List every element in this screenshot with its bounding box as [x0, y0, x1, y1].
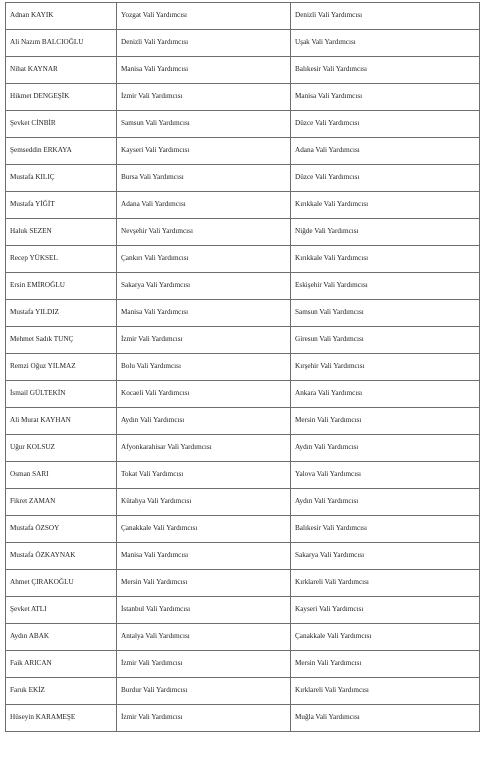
official-name-cell: Fikret ZAMAN [6, 489, 117, 516]
table-row [6, 435, 480, 462]
table-row [6, 192, 480, 219]
table-row [6, 219, 480, 246]
official-name-cell: Ahmet ÇIRAKOĞLU [6, 570, 117, 597]
new-post-cell: Mersin Vali Yardımcısı [291, 408, 480, 435]
new-post-cell: Denizli Vali Yardımcısı [291, 3, 480, 30]
official-name-cell: Ersin EMİROĞLU [6, 273, 117, 300]
table-row [6, 462, 480, 489]
new-post-cell: Kırıkkale Vali Yardımcısı [291, 192, 480, 219]
official-name-cell: Ali Nazım BALCIOĞLU [6, 30, 117, 57]
current-post-cell: Nevşehir Vali Yardımcısı [117, 219, 291, 246]
new-post-cell: Niğde Vali Yardımcısı [291, 219, 480, 246]
current-post-cell: İstanbul Vali Yardımcısı [117, 597, 291, 624]
official-name-cell: İsmail GÜLTEKİN [6, 381, 117, 408]
current-post-cell: Sakarya Vali Yardımcısı [117, 273, 291, 300]
current-post-cell: Manisa Vali Yardımcısı [117, 300, 291, 327]
table-row [6, 705, 480, 732]
official-name-cell: Recep YÜKSEL [6, 246, 117, 273]
current-post-cell: Afyonkarahisar Vali Yardımcısı [117, 435, 291, 462]
official-name-cell: Aydın ABAK [6, 624, 117, 651]
new-post-cell: Düzce Vali Yardımcısı [291, 165, 480, 192]
current-post-cell: İzmir Vali Yardımcısı [117, 705, 291, 732]
table-row [6, 489, 480, 516]
table-row [6, 597, 480, 624]
official-name-cell: Hikmet DENGEŞİK [6, 84, 117, 111]
table-row [6, 651, 480, 678]
current-post-cell: Denizli Vali Yardımcısı [117, 30, 291, 57]
table-row [6, 516, 480, 543]
official-name-cell: Mehmet Sadık TUNÇ [6, 327, 117, 354]
official-name-cell: Faik ARICAN [6, 651, 117, 678]
current-post-cell: Yozgat Vali Yardımcısı [117, 3, 291, 30]
current-post-cell: Mersin Vali Yardımcısı [117, 570, 291, 597]
table-row [6, 381, 480, 408]
new-post-cell: Çanakkale Vali Yardımcısı [291, 624, 480, 651]
official-name-cell: Mustafa KILIÇ [6, 165, 117, 192]
current-post-cell: Kayseri Vali Yardımcısı [117, 138, 291, 165]
table-row [6, 570, 480, 597]
official-name-cell: Uğur KOLSUZ [6, 435, 117, 462]
current-post-cell: Bursa Vali Yardımcısı [117, 165, 291, 192]
current-post-cell: Samsun Vali Yardımcısı [117, 111, 291, 138]
official-name-cell: Remzi Oğuz YILMAZ [6, 354, 117, 381]
table-row [6, 3, 480, 30]
new-post-cell: Kırıkkale Vali Yardımcısı [291, 246, 480, 273]
official-name-cell: Osman SARI [6, 462, 117, 489]
table-row [6, 354, 480, 381]
new-post-cell: Uşak Vali Yardımcısı [291, 30, 480, 57]
table-row [6, 624, 480, 651]
current-post-cell: Aydın Vali Yardımcısı [117, 408, 291, 435]
new-post-cell: Eskişehir Vali Yardımcısı [291, 273, 480, 300]
table-row [6, 408, 480, 435]
table-row [6, 300, 480, 327]
new-post-cell: Ankara Vali Yardımcısı [291, 381, 480, 408]
table-row [6, 678, 480, 705]
new-post-cell: Adana Vali Yardımcısı [291, 138, 480, 165]
official-name-cell: Mustafa ÖZSOY [6, 516, 117, 543]
current-post-cell: Çankırı Vali Yardımcısı [117, 246, 291, 273]
new-post-cell: Balıkesir Vali Yardımcısı [291, 516, 480, 543]
new-post-cell: Kırklareli Vali Yardımcısı [291, 570, 480, 597]
appointments-table [5, 2, 480, 732]
table-row [6, 111, 480, 138]
official-name-cell: Ali Murat KAYHAN [6, 408, 117, 435]
new-post-cell: Aydın Vali Yardımcısı [291, 489, 480, 516]
new-post-cell: Sakarya Vali Yardımcısı [291, 543, 480, 570]
official-name-cell: Haluk SEZEN [6, 219, 117, 246]
current-post-cell: Tokat Vali Yardımcısı [117, 462, 291, 489]
current-post-cell: Kocaeli Vali Yardımcısı [117, 381, 291, 408]
official-name-cell: Şevket CİNBİR [6, 111, 117, 138]
official-name-cell: Adnan KAYIK [6, 3, 117, 30]
table-row [6, 327, 480, 354]
current-post-cell: Manisa Vali Yardımcısı [117, 57, 291, 84]
table-row [6, 30, 480, 57]
appointments-table-body [6, 3, 480, 732]
current-post-cell: Çanakkale Vali Yardımcısı [117, 516, 291, 543]
official-name-cell: Mustafa YİĞİT [6, 192, 117, 219]
new-post-cell: Samsun Vali Yardımcısı [291, 300, 480, 327]
official-name-cell: Şevket ATLI [6, 597, 117, 624]
current-post-cell: Burdur Vali Yardımcısı [117, 678, 291, 705]
new-post-cell: Yalova Vali Yardımcısı [291, 462, 480, 489]
new-post-cell: Kırşehir Vali Yardımcısı [291, 354, 480, 381]
table-row [6, 138, 480, 165]
new-post-cell: Mersin Vali Yardımcısı [291, 651, 480, 678]
table-row [6, 165, 480, 192]
new-post-cell: Muğla Vali Yardımcısı [291, 705, 480, 732]
table-row [6, 543, 480, 570]
current-post-cell: Manisa Vali Yardımcısı [117, 543, 291, 570]
new-post-cell: Balıkesir Vali Yardımcısı [291, 57, 480, 84]
new-post-cell: Kayseri Vali Yardımcısı [291, 597, 480, 624]
new-post-cell: Kırklareli Vali Yardımcısı [291, 678, 480, 705]
current-post-cell: Adana Vali Yardımcısı [117, 192, 291, 219]
official-name-cell: Şemseddin ERKAYA [6, 138, 117, 165]
table-row [6, 246, 480, 273]
current-post-cell: İzmir Vali Yardımcısı [117, 651, 291, 678]
current-post-cell: Kütahya Vali Yardımcısı [117, 489, 291, 516]
table-row [6, 273, 480, 300]
current-post-cell: İzmir Vali Yardımcısı [117, 84, 291, 111]
official-name-cell: Faruk EKİZ [6, 678, 117, 705]
table-row [6, 84, 480, 111]
official-name-cell: Mustafa YILDIZ [6, 300, 117, 327]
official-name-cell: Nihat KAYNAR [6, 57, 117, 84]
new-post-cell: Giresun Vali Yardımcısı [291, 327, 480, 354]
current-post-cell: Bolu Vali Yardımcısı [117, 354, 291, 381]
official-name-cell: Mustafa ÖZKAYNAK [6, 543, 117, 570]
current-post-cell: İzmir Vali Yardımcısı [117, 327, 291, 354]
official-name-cell: Hüseyin KARAMEŞE [6, 705, 117, 732]
new-post-cell: Aydın Vali Yardımcısı [291, 435, 480, 462]
new-post-cell: Manisa Vali Yardımcısı [291, 84, 480, 111]
current-post-cell: Antalya Vali Yardımcısı [117, 624, 291, 651]
table-row [6, 57, 480, 84]
new-post-cell: Düzce Vali Yardımcısı [291, 111, 480, 138]
